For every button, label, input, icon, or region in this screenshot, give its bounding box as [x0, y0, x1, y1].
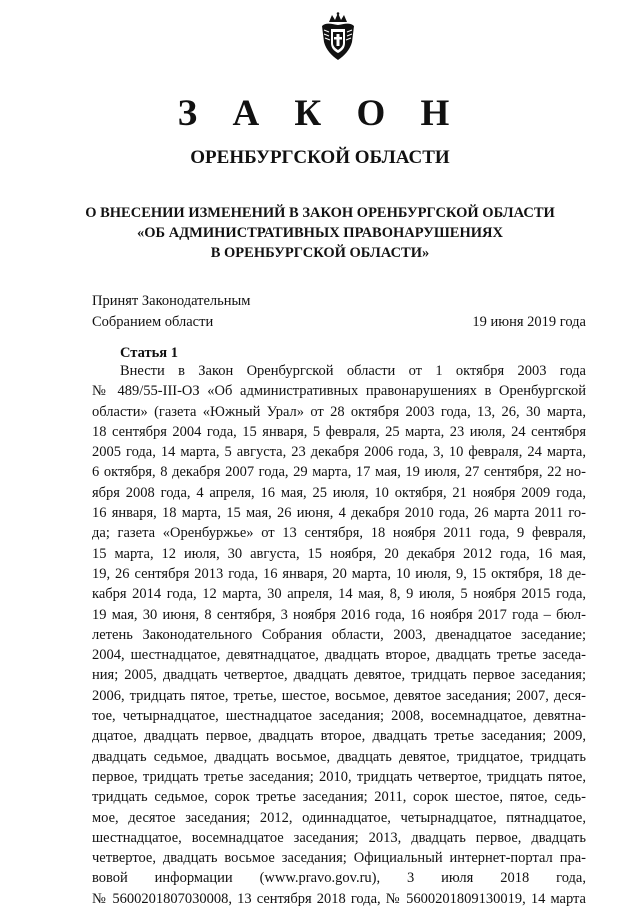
body-text-line: тридцать седьмое, сорок третье заседания; 2011, сорок шестое, пятое, седь-: [92, 789, 586, 806]
body-text-line: ября 2008 года, 4 апреля, 16 мая, 25 июля, 10 октября, 21 ноября 2009 года,: [92, 484, 586, 501]
body-text-line: двадцать седьмое, двадцать восьмое, двадцать девятое, тридцатое, тридцать: [92, 748, 586, 765]
adoption-date: 19 июня 2019 года: [472, 314, 586, 330]
adoption-line: Собранием области: [92, 314, 214, 330]
body-text-line: кабря 2014 года, 12 марта, 30 апреля, 14 мая, 8, 9 июля, 5 ноября 2015 года,: [92, 586, 586, 603]
adoption-note: [92, 291, 250, 333]
body-text-line: области» (газета «Южный Урал» от 28 октября 2003 года, 13, 26, 30 марта,: [92, 403, 586, 420]
body-text-line: шестнадцатое, восемнадцатое заседания; 2013, двадцать первое, двадцать: [92, 829, 586, 846]
subject-line: О ВНЕСЕНИИ ИЗМЕНЕНИЙ В ЗАКОН ОРЕНБУРГСКОЙ ОБЛАСТИ: [85, 205, 555, 221]
body-text-line: первое, тридцать третье заседания; 2010, тридцать четвертое, тридцать пятое,: [92, 768, 586, 785]
law-subject: [0, 203, 640, 263]
body-text-line: 2005 года, 14 марта, 5 августа, 23 декабря 2006 года, 3, 10 февраля, 24 марта,: [92, 444, 586, 461]
body-text-line: ния; 2005, двадцать четвертое, двадцать девятое, тридцать первое заседания;: [92, 667, 586, 684]
document-title: З А К О Н: [177, 93, 463, 134]
body-text-line: четвертое, двадцать восьмое заседания; Официальный интернет-портал пра-: [92, 850, 586, 867]
subject-line: В ОРЕНБУРГСКОЙ ОБЛАСТИ»: [210, 245, 430, 261]
adoption-line: Принят Законодательным: [92, 293, 251, 309]
body-text-line: 16 января, 18 марта, 15 мая, 26 июня, 4 декабря 2010 года, 26 марта 2011 го-: [92, 505, 586, 522]
body-text-line: 19 мая, 30 июня, 8 сентября, 3 ноября 2016 года, 16 ноября 2017 года – бюл-: [92, 606, 586, 623]
subject-line: «ОБ АДМИНИСТРАТИВНЫХ ПРАВОНАРУШЕНИЯХ: [137, 225, 503, 241]
body-text-line: да; газета «Оренбуржье» от 13 сентября, 18 ноября 2011 года, 9 февраля,: [92, 525, 586, 542]
body-text-line: № 5600201807030008, 13 сентября 2018 года, № 5600201809130019, 14 марта: [92, 890, 586, 907]
article-heading: Статья 1: [120, 345, 178, 361]
body-text-line: 15 марта, 12 июля, 30 августа, 15 ноября, 20 декабря 2012 года, 16 мая,: [92, 545, 586, 562]
body-text-line: дцатое, двадцать первое, двадцать второе, двадцать третье заседания; 2009,: [92, 728, 586, 745]
body-text-line: 18 сентября 2004 года, 15 января, 5 февраля, 25 марта, 23 июля, 24 сентября: [92, 423, 586, 440]
region-title: ОРЕНБУРГСКОЙ ОБЛАСТИ: [190, 147, 450, 168]
body-text-line: вовой информации (www.pravo.gov.ru), 3 июля 2018 года,: [92, 870, 586, 887]
body-text-line: тое, четырнадцатое, шестнадцатое заседания; 2008, восемнадцатое, девятна-: [92, 708, 586, 725]
article-body: [92, 361, 586, 909]
body-text-line: № 489/55-III-ОЗ «Об административных правонарушениях в Оренбургской: [92, 383, 586, 400]
body-text-line: мое, десятое заседания; 2012, одиннадцатое, четырнадцатое, пятнадцатое,: [92, 809, 586, 826]
body-text-line: 6 октября, 8 декабря 2007 года, 29 марта, 17 мая, 19 июля, 27 сентября, 22 но-: [92, 464, 586, 481]
body-text-line: 19, 26 сентября 2013 года, 16 января, 20 марта, 10 июля, 9, 15 октября, 18 де-: [92, 565, 586, 582]
body-text-line: летень Законодательного Собрания области, 2003, двенадцатое заседание;: [92, 626, 586, 643]
body-text-line: 2006, тридцать пятое, третье, шестое, восьмое, девятое заседания; 2007, деся-: [92, 687, 586, 704]
body-text-line: Внести в Закон Оренбургской области от 1 октября 2003 года: [120, 363, 586, 379]
coat-of-arms-icon: [318, 12, 358, 62]
body-text-line: 2004, шестнадцатое, девятнадцатое, двадцать второе, двадцать третье заседа-: [92, 647, 586, 664]
